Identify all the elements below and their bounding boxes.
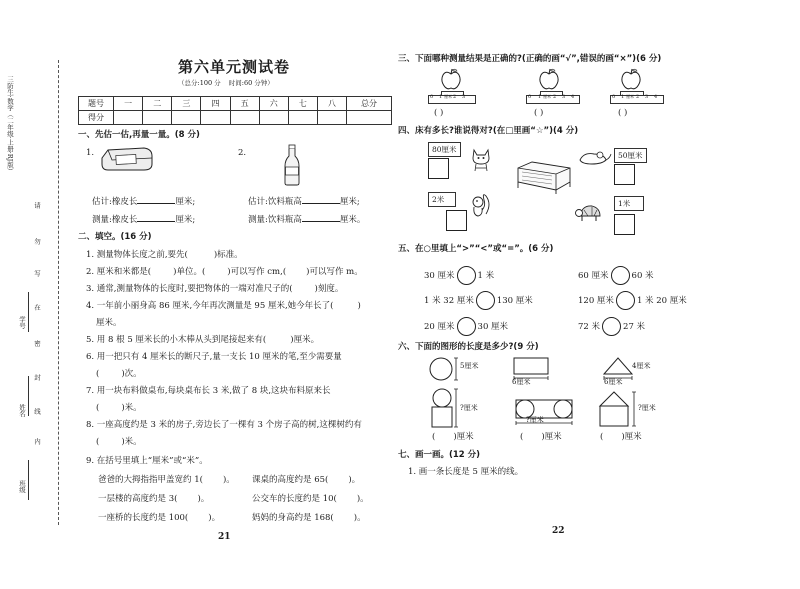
class-field[interactable]: [28, 460, 29, 500]
q1-unit: 厘米;: [339, 197, 360, 207]
binding-cut-line: [58, 60, 59, 525]
ruler-tick: 4: [654, 94, 658, 100]
q1-item1-number: 1.: [86, 148, 95, 158]
exam-meta: [178, 80, 274, 88]
q1-estimate-bottle: [248, 194, 360, 207]
q2-l9b-text-end: )。: [197, 494, 210, 504]
q1-unit: 厘米;: [175, 197, 196, 207]
compare-circle-input[interactable]: [457, 317, 476, 336]
compare-right-value: 1 米 20 厘米: [636, 296, 687, 306]
score-cell[interactable]: [143, 111, 172, 125]
q2-line-8: 8. 一座高度约是 3 米的房子,旁边长了一棵有 3 个房子高的树,这棵树约有: [86, 420, 362, 430]
q2-l7b-text: (: [96, 403, 100, 413]
score-cell[interactable]: [230, 111, 259, 125]
q2-line-9c-right: [252, 513, 366, 523]
q6-answer-close: )厘米: [621, 432, 642, 442]
q1-estimate-bottle-input[interactable]: [302, 194, 340, 204]
binding-note-2: 勿: [33, 238, 41, 245]
binding-note-3: 写: [33, 270, 41, 277]
q2-l7b-text-end: )米。: [121, 403, 142, 413]
compare-right-value: 1 米: [477, 271, 495, 281]
score-header: 八: [317, 97, 346, 111]
q1-measure-bottle-label: 测量:饮料瓶高: [248, 215, 302, 225]
compare-left-value: 30 厘米: [424, 271, 455, 281]
score-header: 七: [288, 97, 317, 111]
unknown-label: ?厘米: [460, 404, 478, 412]
q2-line-7b: [96, 403, 142, 413]
q1-estimate-eraser: [92, 194, 195, 207]
ruler-tick: 1: [538, 94, 542, 100]
q2-l5-text-end: )厘米。: [290, 335, 320, 345]
speech-tag-1m: 1米: [614, 196, 644, 211]
apple-icon: [538, 68, 560, 90]
score-cell[interactable]: [114, 111, 143, 125]
q1-estimate-eraser-label: 估计:橡皮长: [92, 197, 138, 207]
compare-left-value: 1 米 32 厘米: [424, 296, 474, 306]
score-header: 二: [143, 97, 172, 111]
q2-l9b-text-end: )。: [356, 494, 369, 504]
compare-row-1-right: [578, 266, 654, 285]
binding-note-4: 在: [33, 304, 41, 311]
drawing-area[interactable]: [408, 482, 688, 518]
dim-label-4cm: 4厘米: [632, 362, 651, 370]
speech-tag-50cm: 50厘米: [614, 148, 647, 163]
ruler-tick: 2: [453, 94, 457, 100]
squirrel-icon: [470, 190, 492, 218]
q2-line-9a-right: [252, 475, 360, 485]
bed-image: [512, 160, 574, 194]
student-no-label: 学号: [18, 316, 26, 329]
compare-left-value: 20 厘米: [424, 322, 455, 332]
apple-icon: [620, 68, 642, 90]
q6-answer-open: (: [600, 432, 604, 442]
q6-answer-2: [520, 432, 562, 442]
q2-l2-text: )单位。(: [173, 267, 206, 277]
q2-l9a-text-end: )。: [222, 475, 235, 485]
q1-measure-bottle-input[interactable]: [302, 212, 340, 222]
ruler-tick: 3: [645, 94, 649, 100]
series-label: 三防生·数学（二年级·上册·RJ版）: [6, 76, 14, 175]
unknown-label: ?厘米: [638, 404, 656, 412]
kitten-icon: [470, 146, 492, 172]
q2-line-9c-left: [98, 513, 220, 523]
exam-total: （总分:100 分: [178, 79, 221, 87]
section-2-heading: 二、填空。(16 分): [78, 232, 152, 242]
q1-measure-eraser-input[interactable]: [137, 212, 175, 222]
score-header: 一: [114, 97, 143, 111]
page-title: 第六单元测试卷: [178, 58, 291, 76]
compare-left-value: 120 厘米: [578, 296, 614, 306]
q2-line-9a-left: [98, 475, 235, 485]
compare-circle-input[interactable]: [611, 266, 630, 285]
q6-answer-1: [432, 432, 474, 442]
q2-line-6b: [96, 369, 142, 379]
binding-note-6: 封: [33, 374, 41, 381]
q1-measure-eraser-label: 测量:橡皮长: [92, 215, 138, 225]
q2-line-2: [86, 267, 363, 277]
score-cell[interactable]: [259, 111, 288, 125]
q1-measure-bottle: [248, 212, 365, 225]
q2-l1-text-end: )标准。: [213, 250, 243, 260]
compare-row-2-right: [578, 291, 687, 310]
star-box-1[interactable]: [428, 158, 449, 179]
dim-label-6cm-b: 6厘米: [604, 378, 623, 386]
ruler-tick: 4: [571, 94, 575, 100]
q2-l9a-text-end: )。: [348, 475, 361, 485]
score-cell[interactable]: [288, 111, 317, 125]
compare-left-value: 72 米: [578, 322, 601, 332]
q3-answer-2[interactable]: ( ): [534, 108, 544, 118]
name-field[interactable]: [28, 376, 29, 416]
section-4-heading: 四、床有多长?谁说得对?(在□里画“☆”)(4 分): [398, 126, 579, 136]
compare-row-1-left: [424, 266, 494, 285]
q2-line-6: 6. 用一把只有 4 厘米长的断尺子,量一支长 10 厘米的笔,至少需要量: [86, 352, 342, 362]
eraser-image: [98, 144, 154, 174]
compare-circle-input[interactable]: [602, 317, 621, 336]
q1-estimate-eraser-input[interactable]: [137, 194, 175, 204]
q1-unit: 厘米;: [175, 215, 196, 225]
q2-l8b-text: (: [96, 437, 100, 447]
q7-line-1: 1. 画一条长度是 5 厘米的线。: [408, 467, 524, 477]
compare-row-2-left: [424, 291, 533, 310]
bottle-image: [282, 144, 302, 186]
page-number-left: 21: [218, 532, 231, 542]
ruler-tick: 1: [621, 94, 625, 100]
q2-l9b-text: 公交车的长度约是 10(: [252, 494, 337, 504]
q2-l6b-text-end: )次。: [121, 369, 142, 379]
section-5-heading: 五、在○里填上“>”“<”或“=”。(6 分): [398, 244, 554, 254]
score-header: 总分: [347, 97, 392, 111]
ruler-unit: 厘米: [543, 94, 551, 99]
dim-label-6cm: 6厘米: [512, 378, 531, 386]
compare-right-value: 130 厘米: [496, 296, 533, 306]
q2-l2-text-end: )可以写作 m。: [306, 267, 363, 277]
q1-item2-number: 2.: [238, 148, 247, 158]
q2-l4-text: 4. 一年前小丽身高 86 厘米,今年再次测量是 95 厘米,她今年长了(: [86, 301, 334, 311]
name-label: 姓名: [18, 404, 26, 417]
compare-circle-input[interactable]: [476, 291, 495, 310]
section-7-heading: 七、画一画。(12 分): [398, 450, 481, 460]
score-header: 五: [230, 97, 259, 111]
ruler-tick: 3: [462, 94, 466, 100]
ruler-tick: 2: [553, 94, 557, 100]
binding-note-1: 请: [33, 202, 41, 209]
compare-right-value: 60 米: [631, 271, 654, 281]
q2-l3-text: 3. 通常,测量物体的长度时,要把物体的一端对准尺子的(: [86, 284, 293, 294]
compare-row-3-left: [424, 317, 508, 336]
q2-l9c-text: 妈妈的身高约是 168(: [252, 513, 334, 523]
q2-line-4: [86, 301, 361, 311]
q6-answer-close: )厘米: [453, 432, 474, 442]
q1-measure-eraser: [92, 212, 195, 225]
q6-answer-3: [600, 432, 642, 442]
mouse-icon: [578, 150, 612, 166]
section-1-heading: 一、先估一估,再量一量。(8 分): [78, 130, 200, 140]
q2-line-9b-right: [252, 494, 369, 504]
score-header: 六: [259, 97, 288, 111]
ruler-tick: 2: [636, 94, 640, 100]
unknown-label: ?厘米: [526, 416, 544, 424]
ruler-tick: 0: [612, 94, 616, 100]
q2-l2-text: 2. 厘米和米都是(: [86, 267, 152, 277]
q6-answer-close: )厘米: [541, 432, 562, 442]
ruler-unit: 厘米: [626, 94, 634, 99]
speech-tag-80cm: 80厘米: [428, 142, 461, 157]
q2-l6b-text: (: [96, 369, 100, 379]
speech-tag-2m: 2米: [428, 192, 456, 207]
section-6-heading: 六、下面的图形的长度是多少?(9 分): [398, 342, 539, 352]
q2-line-8b: [96, 437, 142, 447]
star-box-4[interactable]: [614, 214, 635, 235]
score-row: [79, 111, 392, 125]
ruler-tick: 3: [562, 94, 566, 100]
q2-line-9: 9. 在括号里填上“厘米”或“米”。: [86, 456, 208, 466]
score-header: 四: [201, 97, 230, 111]
q2-line-4b: 厘米。: [96, 318, 122, 328]
binding-note-5: 密: [33, 340, 41, 347]
turtle-icon: [574, 202, 604, 224]
q3-answer-3[interactable]: ( ): [618, 108, 628, 118]
exam-time: 时间:60 分钟）: [228, 79, 274, 87]
star-box-3[interactable]: [446, 210, 467, 231]
q6-answer-open: (: [520, 432, 524, 442]
student-no-field[interactable]: [28, 292, 29, 332]
q2-l9a-text: 爸爸的大拇指指甲盖宽约 1(: [98, 475, 203, 485]
q2-l8b-text-end: )米。: [121, 437, 142, 447]
q1-unit-end: 厘米。: [339, 215, 366, 225]
binding-note-8: 内: [33, 438, 41, 445]
page-number-right: 22: [552, 526, 565, 536]
compare-right-value: 27 米: [623, 322, 646, 332]
score-row-label: 得分: [79, 111, 114, 125]
score-table: [78, 96, 392, 125]
compare-row-3-right: [578, 317, 645, 336]
q2-l9c-text: 一座桥的长度约是 100(: [98, 513, 189, 523]
q3-answer-1[interactable]: ( ): [434, 108, 444, 118]
ruler-unit: 厘米: [444, 94, 452, 99]
q2-l3-text-end: )刻度。: [314, 284, 344, 294]
figure-house-shape: [596, 388, 644, 430]
q2-l5-text: 5. 用 8 根 5 厘米长的小木棒从头到尾接起来有(: [86, 335, 267, 345]
class-label: 班级: [18, 480, 26, 493]
q2-l9b-text: 一层楼的高度约是 3(: [98, 494, 178, 504]
score-cell[interactable]: [317, 111, 346, 125]
q2-l9c-text-end: )。: [208, 513, 221, 523]
q2-l4-text-end: ): [357, 301, 361, 311]
q2-l2-text: )可以写作 cm,(: [227, 267, 287, 277]
figure-circles-in-rectangle: [514, 396, 578, 430]
binding-strip: [0, 40, 64, 520]
ruler-tick: 0: [528, 94, 532, 100]
score-header-row: [79, 97, 392, 111]
compare-left-value: 60 厘米: [578, 271, 609, 281]
ruler-tick: 0: [430, 94, 434, 100]
score-cell[interactable]: [201, 111, 230, 125]
ruler-1: [428, 95, 476, 104]
ruler-tick: 1: [439, 94, 443, 100]
q2-line-7: 7. 用一块布料做桌布,每块桌布长 3 米,做了 8 块,这块布料原来长: [86, 386, 331, 396]
q6-answer-open: (: [432, 432, 436, 442]
compare-circle-input[interactable]: [457, 266, 476, 285]
q2-l9c-text-end: )。: [353, 513, 366, 523]
q2-line-1: [86, 250, 243, 260]
section-3-heading: 三、下面哪种测量结果是正确的?(正确的画“√”,错误的画“×”)(6 分): [398, 54, 662, 64]
compare-right-value: 30 厘米: [477, 322, 509, 332]
q1-estimate-bottle-label: 估计:饮料瓶高: [248, 197, 302, 207]
score-cell[interactable]: [172, 111, 201, 125]
star-box-2[interactable]: [614, 164, 635, 185]
q2-line-5: [86, 335, 319, 345]
apple-icon: [440, 68, 462, 90]
binding-note-7: 线: [33, 408, 41, 415]
score-cell[interactable]: [347, 111, 392, 125]
q2-l9a-text: 课桌的高度约是 65(: [252, 475, 329, 485]
q2-line-3: [86, 284, 343, 294]
score-header: 题号: [79, 97, 114, 111]
q2-line-9b-left: [98, 494, 209, 504]
compare-circle-input[interactable]: [616, 291, 635, 310]
dim-label-5cm: 5厘米: [460, 362, 479, 370]
score-header: 三: [172, 97, 201, 111]
q2-l1-text: 1. 测量物体长度之前,要先(: [86, 250, 188, 260]
